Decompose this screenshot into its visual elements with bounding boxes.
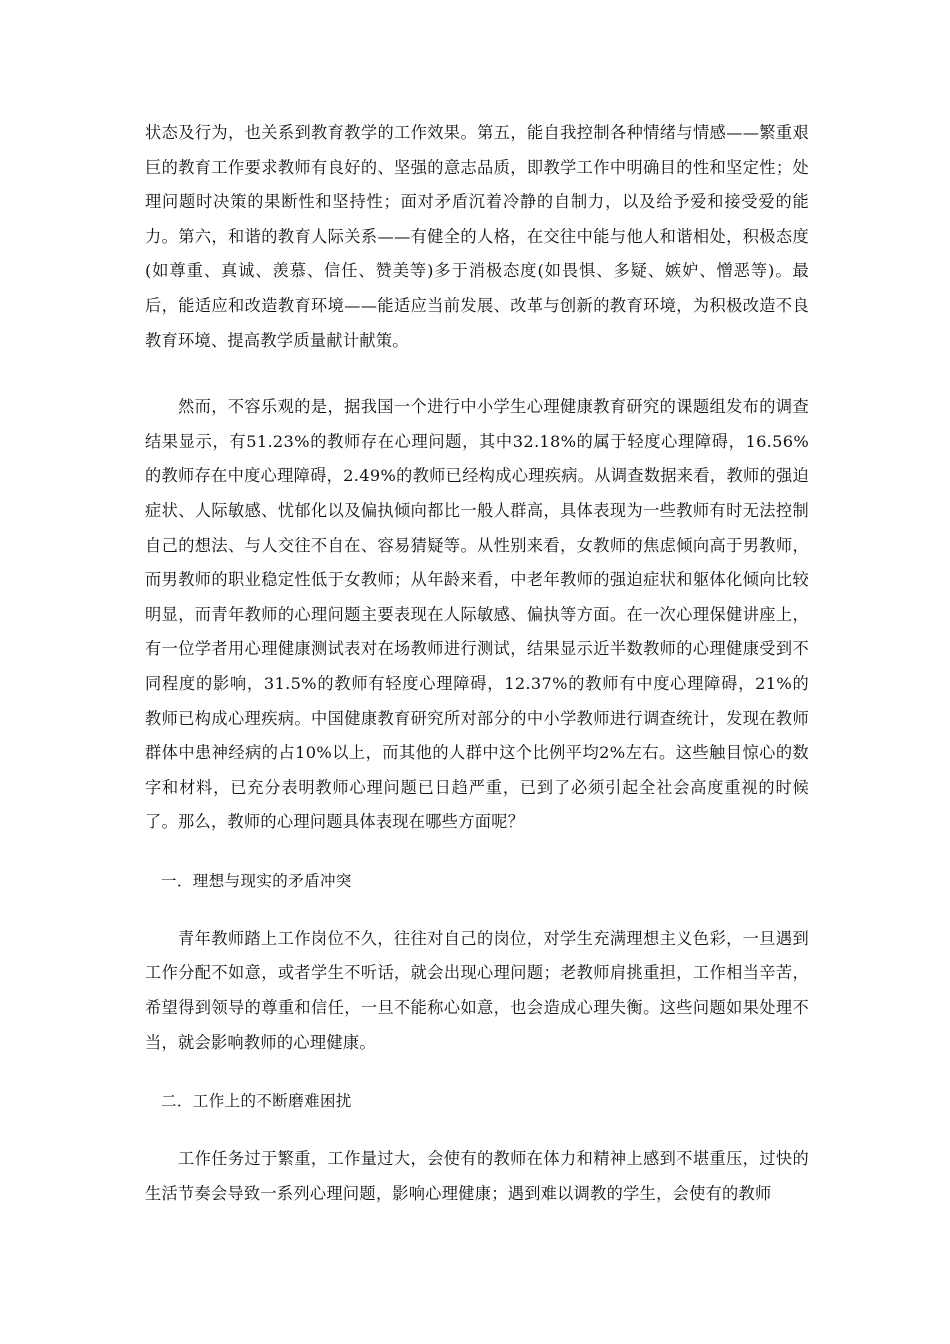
body-paragraph-1: 状态及行为，也关系到教育教学的工作效果。第五，能自我控制各种情绪与情感——繁重艰巨的教育工作要求教师有良好的、坚强的意志品质，即教学工作中明确目的性和坚定性；处理问题时决策的果断性和坚持性；面对矛盾沉着冷静的自制力，以及给予爱和接受爱的能力。第六，和谐的教育人际关系——有健全的人格，在交往中能与他人和谐相处，积极态度(如尊重、真诚、羡慕、信任、赞美等)多于消极态度(如畏惧、多疑、嫉妒、憎恶等)。最后，能适应和改造教育环境——能适应当前发展、改革与创新的教育环境，为积极改造不良教育环境、提高教学质量献计献策。 [145, 123, 809, 350]
paragraph-spacer [145, 1118, 809, 1142]
body-paragraph-4: 工作任务过于繁重，工作量过大，会使有的教师在体力和精神上感到不堪重压，过快的生活节奏会导致一系列心理问题，影响心理健康；遇到难以调教的学生，会使有的教师 [145, 1149, 809, 1203]
document-page [145, 116, 809, 1211]
body-paragraph-3: 青年教师踏上工作岗位不久，往往对自己的岗位，对学生充满理想主义色彩，一旦遇到工作分配不如意，或者学生不听话，就会出现心理问题；老教师肩挑重担，工作相当辛苦，希望得到领导的尊重和信任，一旦不能称心如意，也会造成心理失衡。这些问题如果处理不当，就会影响教师的心理健康。 [145, 928, 809, 1052]
body-paragraph-2: 然而，不容乐观的是，据我国一个进行中小学生心理健康教育研究的课题组发布的调查结果显示，有51.23%的教师存在心理问题，其中32.18%的属于轻度心理障碍，16.56%的教师存在中度心理障碍，2.49%的教师已经构成心理疾病。从调查数据来看，教师的强迫症状、人际敏感、忧郁化以及偏执倾向都比一般人群高，具体表现为一些教师有时无法控制自己的想法、与人交往不自在、容易猜疑等。从性别来看，女教师的焦虑倾向高于男教师，而男教师的职业稳定性低于女教师；从年龄来看，中老年教师的强迫症状和躯体化倾向比较明显，而青年教师的心理问题主要表现在人际敏感、偏执等方面。在一次心理保健讲座上，有一位学者用心理健康测试表对在场教师进行测试，结果显示近半数教师的心理健康受到不同程度的影响，31.5%的教师有轻度心理障碍，12.37%的教师有中度心理障碍，21%的教师已构成心理疾病。中国健康教育研究所对部分的中小学教师进行调查统计，发现在教师群体中患神经病的占10%以上，而其他的人群中这个比例平均2%左右。这些触目惊心的数字和材料，已充分表明教师心理问题已日趋严重，已到了必须引起全社会高度重视的时候了。那么，教师的心理问题具体表现在哪些方面呢？ [145, 397, 809, 832]
paragraph-spacer [145, 358, 809, 390]
section-heading-2: 二．工作上的不断磨难困扰 [161, 1092, 352, 1111]
paragraph-spacer [145, 840, 809, 864]
paragraph-spacer [145, 1060, 809, 1084]
section-heading-1: 一．理想与现实的矛盾冲突 [161, 871, 352, 890]
paragraph-spacer [145, 898, 809, 922]
